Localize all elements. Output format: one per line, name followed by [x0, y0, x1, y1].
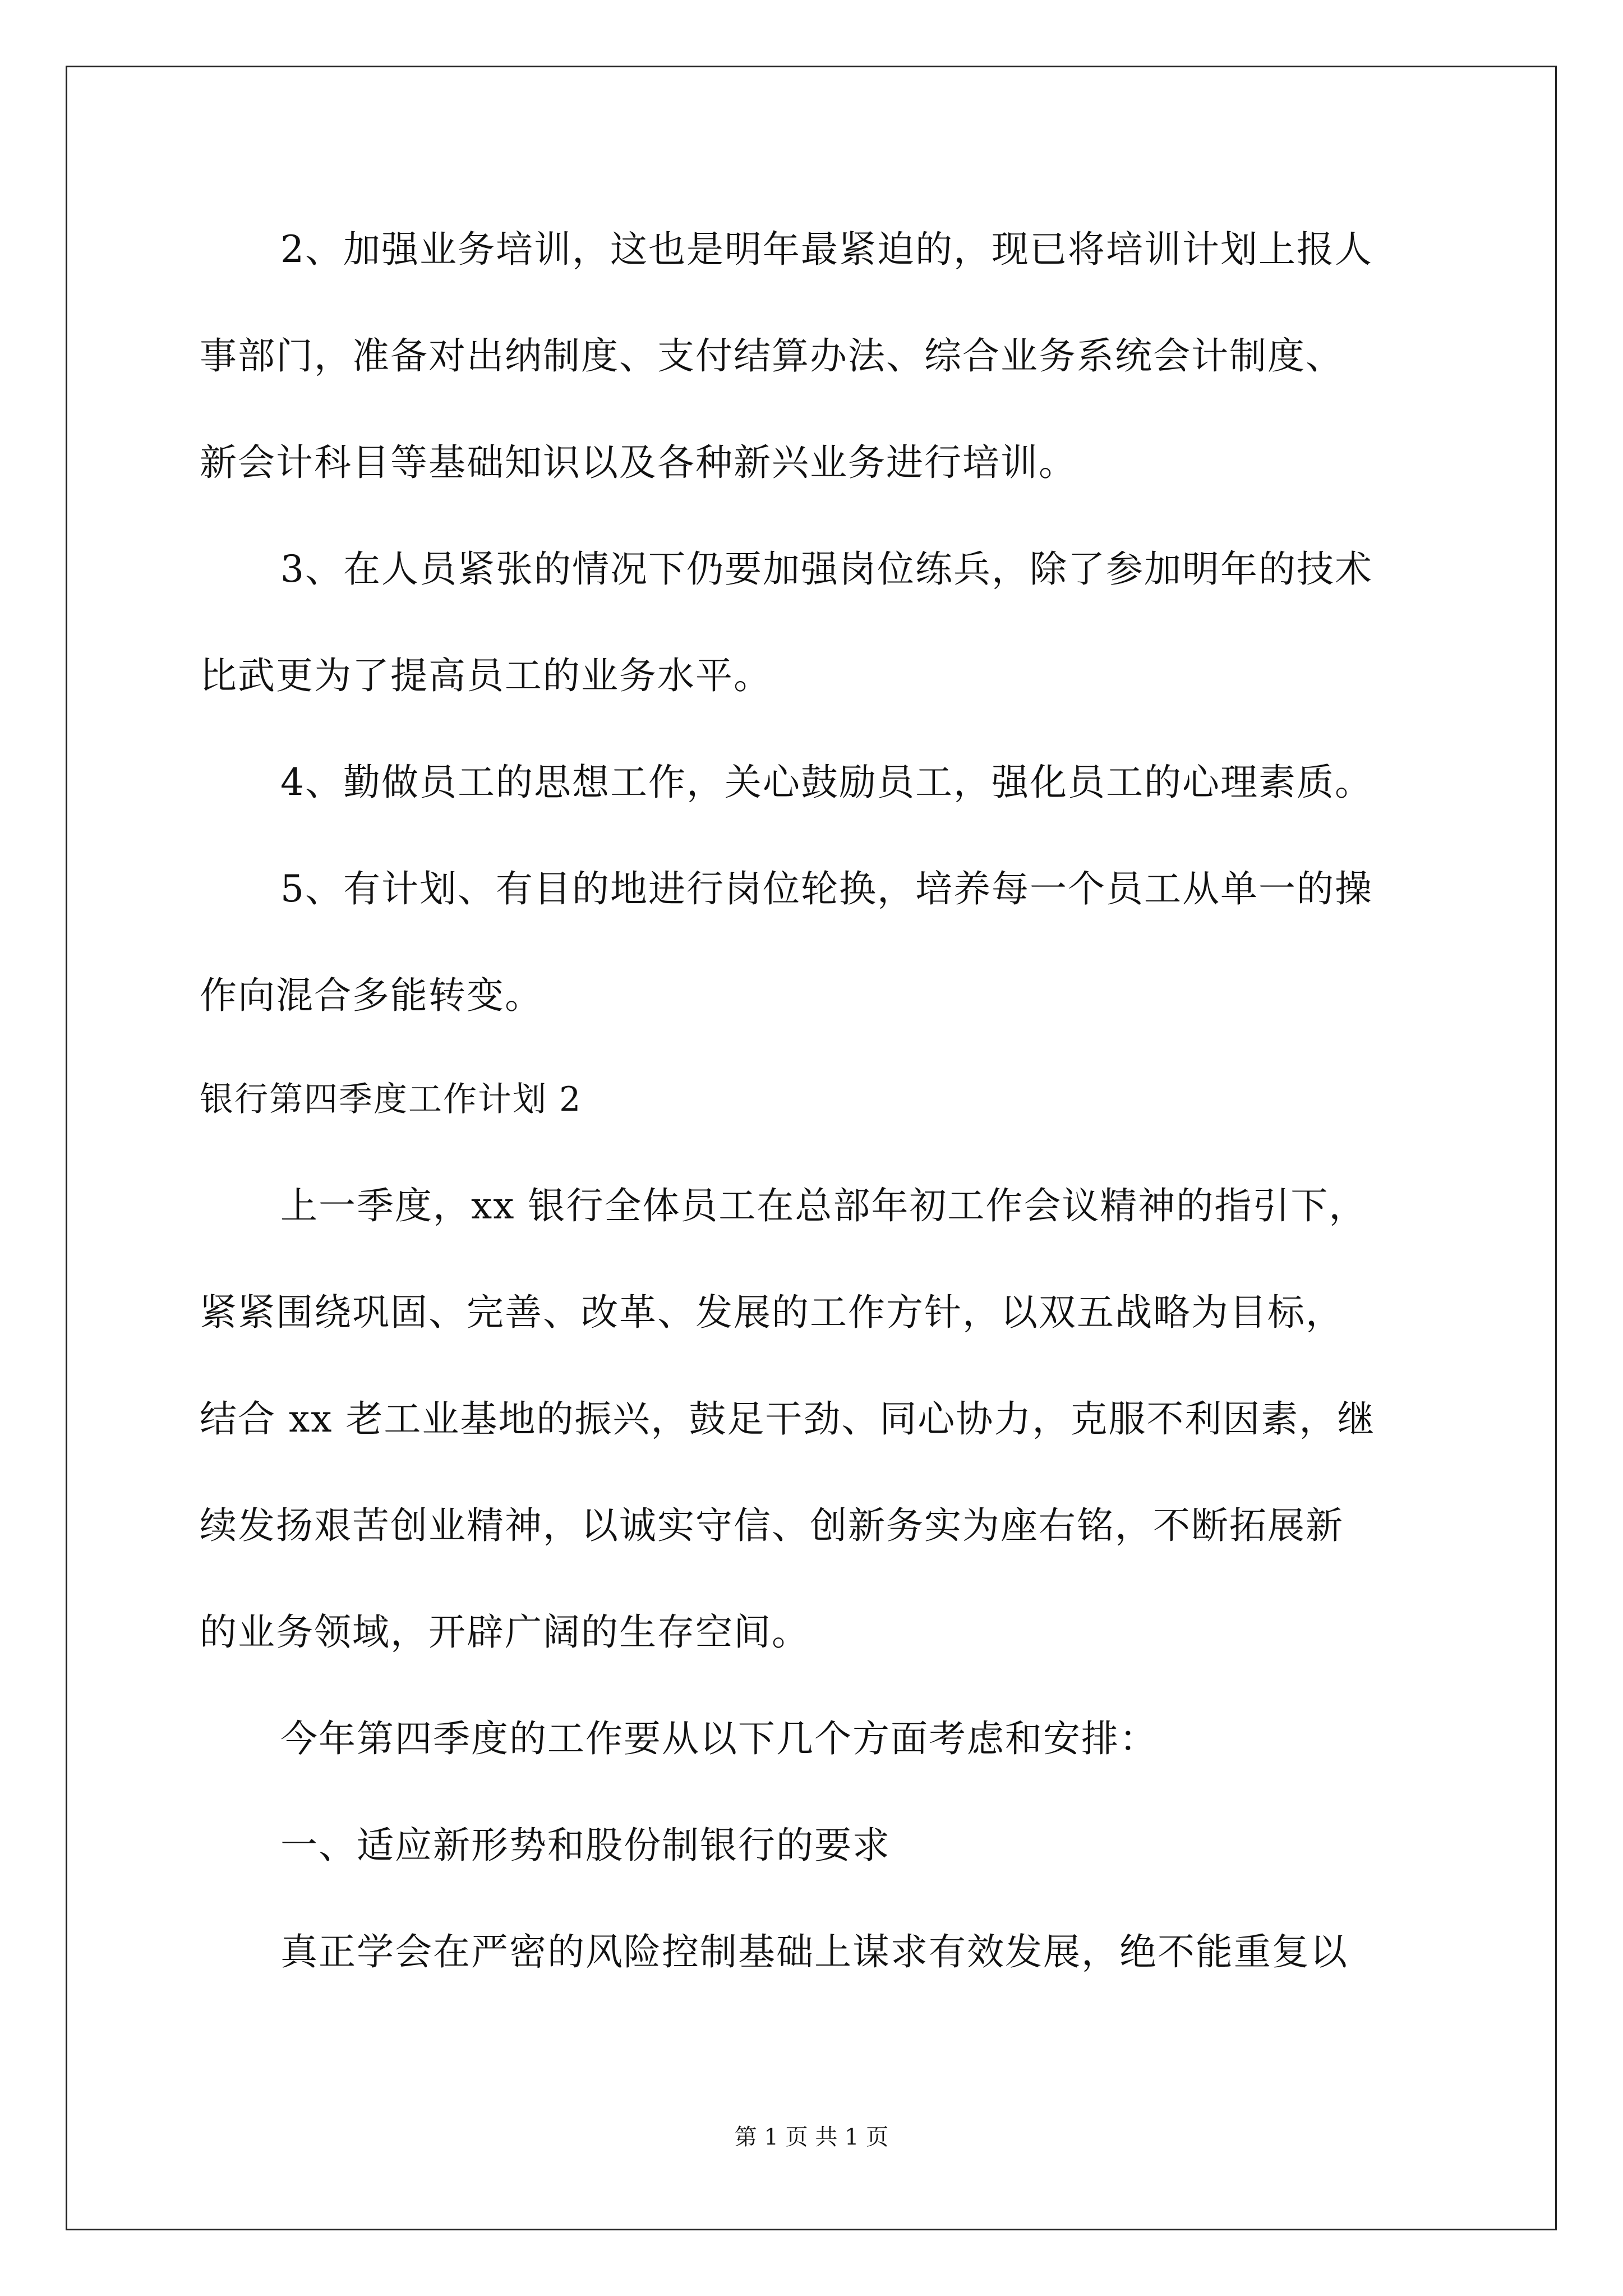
paragraph-line: 结合 xx 老工业基地的振兴，鼓足干劲、同心协力，克服不利因素，继 — [200, 1397, 1376, 1441]
paragraph-line: 事部门，准备对出纳制度、支付结算办法、综合业务系统会计制度、 — [200, 334, 1344, 378]
paragraph-line: 作向混合多能转变。 — [200, 974, 543, 1017]
paragraph-line: 紧紧围绕巩固、完善、改革、发展的工作方针，以双五战略为目标， — [200, 1291, 1344, 1334]
section-heading: 银行第四季度工作计划 2 — [200, 1080, 582, 1119]
paragraph-line: 续发扬艰苦创业精神，以诚实守信、创新务实为座右铭，不断拓展新 — [200, 1504, 1344, 1547]
paragraph-line: 的业务领域，开辟广阔的生存空间。 — [200, 1611, 810, 1654]
page-border — [66, 66, 1557, 2230]
paragraph-line: 今年第四季度的工作要从以下几个方面考虑和安排： — [280, 1717, 1158, 1760]
paragraph-line: 上一季度，xx 银行全体员工在总部年初工作会议精神的指引下， — [280, 1184, 1367, 1227]
paragraph-line: 5、有计划、有目的地进行岗位轮换，培养每一个员工从单一的操 — [280, 867, 1373, 910]
paragraph-line: 3、在人员紧张的情况下仍要加强岗位练兵，除了参加明年的技术 — [280, 547, 1373, 591]
paragraph-line: 4、勤做员工的思想工作，关心鼓励员工，强化员工的心理素质。 — [280, 761, 1373, 804]
paragraph-line: 新会计科目等基础知识以及各种新兴业务进行培训。 — [200, 441, 1077, 484]
paragraph-line: 比武更为了提高员工的业务水平。 — [200, 654, 772, 697]
paragraph-line: 一、适应新形势和股份制银行的要求 — [280, 1824, 891, 1867]
page-footer: 第 1 页 共 1 页 — [734, 2124, 889, 2150]
paragraph-line: 真正学会在严密的风险控制基础上谋求有效发展，绝不能重复以 — [280, 1930, 1348, 1973]
paragraph-line: 2、加强业务培训，这也是明年最紧迫的，现已将培训计划上报人 — [280, 228, 1373, 271]
